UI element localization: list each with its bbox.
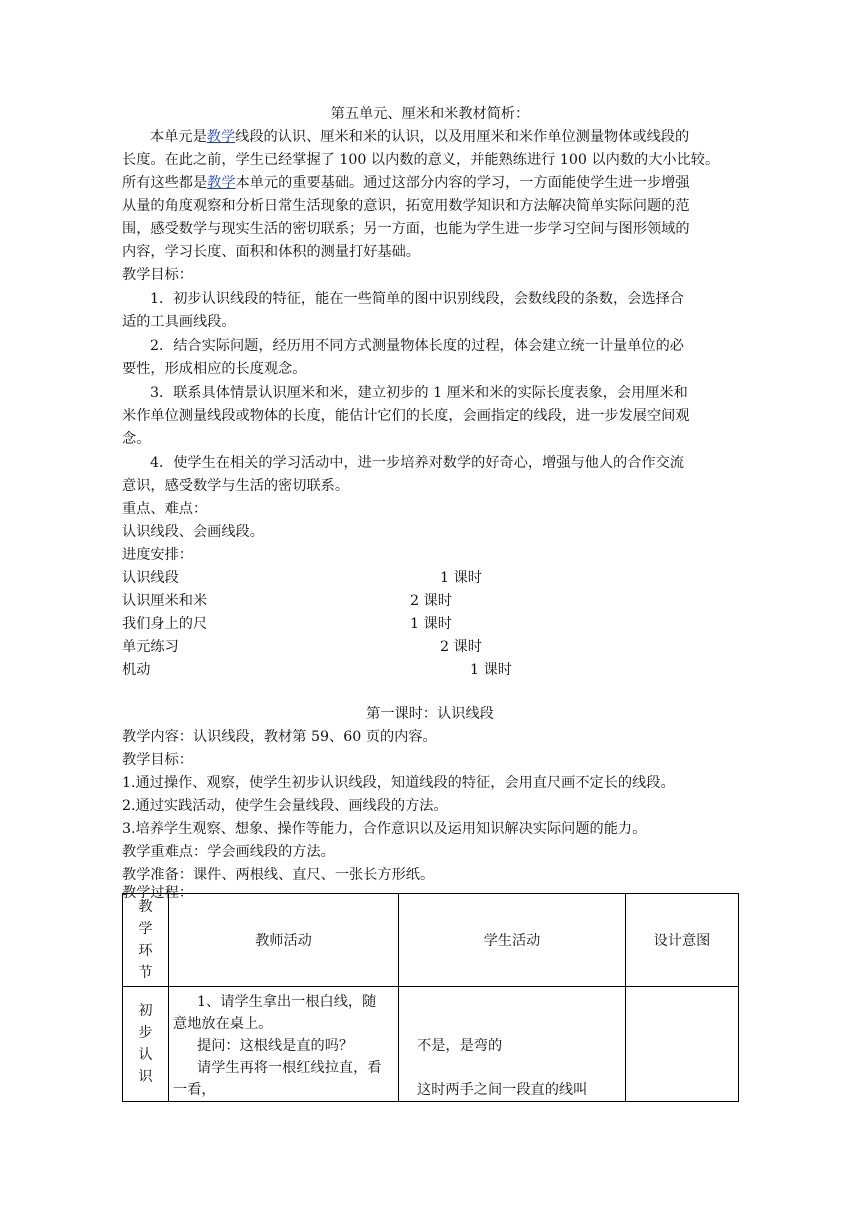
schedule-item-name: 我们身上的尺 — [122, 616, 208, 632]
intro-line-2: 长度。在此之前，学生已经掌握了 100 以内数的意义，并能熟练进行 100 以内数的大小比较。 — [122, 152, 720, 168]
goal-3b: 米作单位测量线段或物体的长度，能估计它们的长度，会画指定的线段，进一步发展空间观 — [122, 408, 690, 424]
header-design-intent: 设计意图 — [626, 894, 739, 987]
key-heading: 重点、难点： — [122, 501, 208, 517]
stage-cell: 初 步 认 识 — [123, 987, 169, 1102]
goal-3a: 3．联系具体情景认识厘米和米，建立初步的 1 厘米和米的实际长度表象，会用厘米和 — [150, 385, 688, 401]
teacher-activity-cell: 1、请学生拿出一根白线，随 意地放在桌上。 提问：这根线是直的吗？ 请学生再将一根红线拉直，看 一看， — [169, 987, 399, 1102]
goals-heading: 教学目标： — [122, 267, 193, 283]
lesson-content: 教学内容：认识线段，教材第 59、60 页的内容。 — [122, 729, 437, 745]
schedule-item-name: 机动 — [122, 662, 151, 678]
schedule-item-name: 认识线段 — [122, 570, 179, 586]
lesson-process: 教学过程： — [122, 885, 193, 901]
lesson-prep: 教学准备：课件、两根线、直尺、一张长方形纸。 — [122, 867, 435, 883]
goal-1b: 适的工具画线段。 — [122, 314, 236, 330]
header-teacher-activity: 教师活动 — [169, 894, 399, 987]
student-activity-cell: 不是，是弯的 这时两手之间一段直的线叫 — [399, 987, 626, 1102]
goal-2b: 要性，形成相应的长度观念。 — [122, 361, 307, 377]
schedule-item-time: 2 课时 — [410, 593, 452, 609]
schedule-item-time: 2 课时 — [440, 639, 482, 655]
lesson-goal-1: 1.通过操作、观察，使学生初步认识线段，知道线段的特征，会用直尺画不定长的线段。 — [122, 775, 675, 791]
table-row — [123, 987, 739, 1102]
header-student-activity: 学生活动 — [399, 894, 626, 987]
schedule-item-name: 认识厘米和米 — [122, 593, 208, 609]
intro-line-5: 围，感受数学与现实生活的密切联系；另一方面，也能为学生进一步学习空间与图形领域的 — [122, 221, 690, 237]
key-text: 认识线段、会画线段。 — [122, 524, 264, 540]
intro-line-1: 本单元是教学线段的认识、厘米和米的认识，以及用厘米和米作单位测量物体或线段的 — [150, 129, 690, 145]
link-jiaoxue-1[interactable]: 教学 — [206, 129, 236, 145]
table-header-row — [123, 894, 739, 987]
schedule-item-time: 1 课时 — [410, 616, 452, 632]
lesson-key: 教学重难点：学会画线段的方法。 — [122, 844, 335, 860]
goal-2a: 2．结合实际问题，经历用不同方式测量物体长度的过程，体会建立统一计量单位的必 — [150, 338, 684, 354]
schedule-heading: 进度安排： — [122, 547, 193, 563]
link-jiaoxue-2[interactable]: 教学 — [207, 175, 236, 191]
lesson-goal-3: 3.培养学生观察、想象、操作等能力，合作意识以及运用知识解决实际问题的能力。 — [122, 821, 647, 837]
intro-line-4: 从量的角度观察和分析日常生活现象的意识，拓宽用数学知识和方法解决简单实际问题的范 — [122, 198, 690, 214]
intro-line-6: 内容，学习长度、面积和体积的测量打好基础。 — [122, 244, 420, 260]
unit-title: 第五单元、厘米和米教材简析： — [330, 106, 530, 122]
schedule-item-time: 1 课时 — [470, 662, 512, 678]
goal-3c: 念。 — [122, 431, 151, 447]
schedule-item-time: 1 课时 — [440, 570, 482, 586]
process-table — [122, 893, 739, 1102]
goal-4b: 意识，感受数学与生活的密切联系。 — [122, 478, 350, 494]
header-stage: 教 学 环 节 — [123, 894, 169, 987]
schedule-item-name: 单元练习 — [122, 639, 179, 655]
lesson-goal-2: 2.通过实践活动，使学生会量线段、画线段的方法。 — [122, 798, 448, 814]
lesson-goals-heading: 教学目标： — [122, 752, 193, 768]
lesson-title: 第一课时：认识线段 — [366, 706, 494, 722]
goal-4a: 4．使学生在相关的学习活动中，进一步培养对数学的好奇心，增强与他人的合作交流 — [150, 455, 684, 471]
design-intent-cell — [626, 987, 739, 1102]
goal-1a: 1．初步认识线段的特征，能在一些简单的图中识别线段，会数线段的条数，会选择合 — [150, 291, 684, 307]
intro-line-3: 所有这些都是教学本单元的重要基础。通过这部分内容的学习，一方面能使学生进一步增强 — [122, 175, 690, 191]
